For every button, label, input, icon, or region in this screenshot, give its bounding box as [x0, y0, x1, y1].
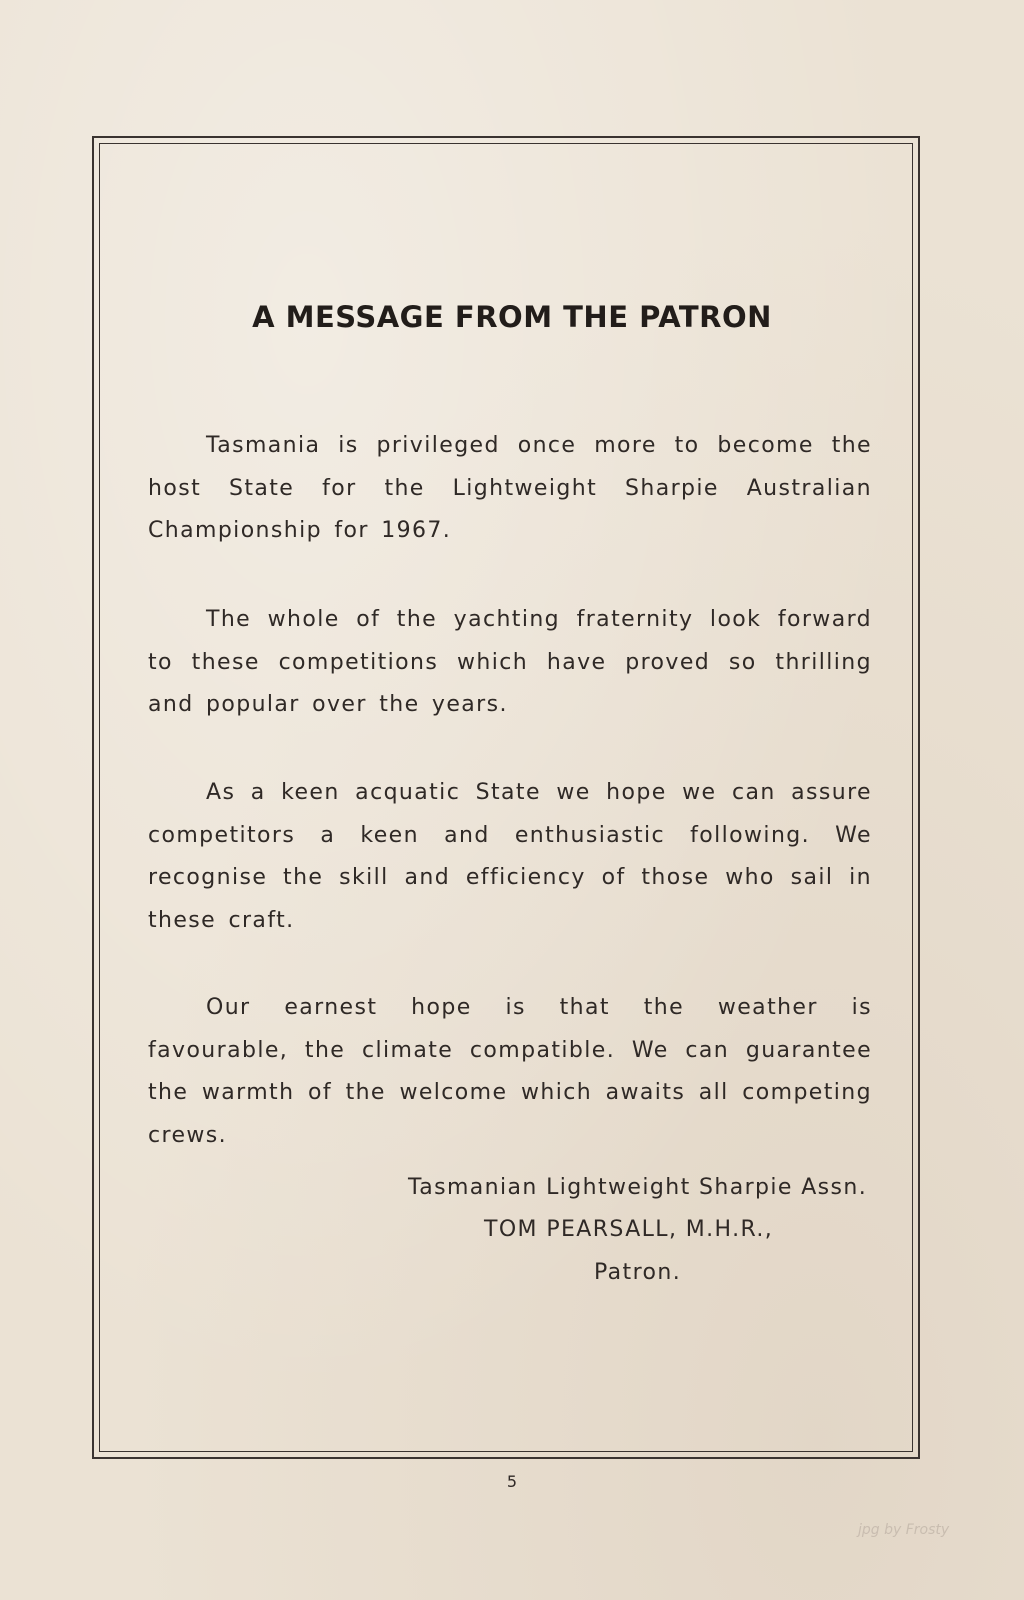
paragraph-3: As a keen acquatic State we hope we can assure competitors a keen and enthusiastic following. We recognise the skill and efficiency of those who sail in these craft.: [148, 780, 872, 933]
page-number: 5: [506, 1472, 518, 1491]
page-title: A MESSAGE FROM THE PATRON: [252, 300, 772, 334]
paragraph-1: Tasmania is privileged once more to become the host State for the Lightweight Sharpie Australian Championship for 1967.: [148, 433, 872, 543]
watermark: jpg by Frosty: [858, 1522, 950, 1538]
signature-title: Patron.: [594, 1260, 682, 1285]
paragraph-4: Our earnest hope is that the weather is favourable, the climate compatible. We can guarantee the warmth of the welcome which awaits all competing crews.: [148, 995, 872, 1148]
paragraph-2: The whole of the yachting fraternity look forward to these competitions which have proved so thrilling and popular over the years.: [148, 607, 872, 717]
signature-name: TOM PEARSALL, M.H.R.,: [484, 1217, 774, 1242]
signature-organisation: Tasmanian Lightweight Sharpie Assn.: [408, 1175, 868, 1200]
